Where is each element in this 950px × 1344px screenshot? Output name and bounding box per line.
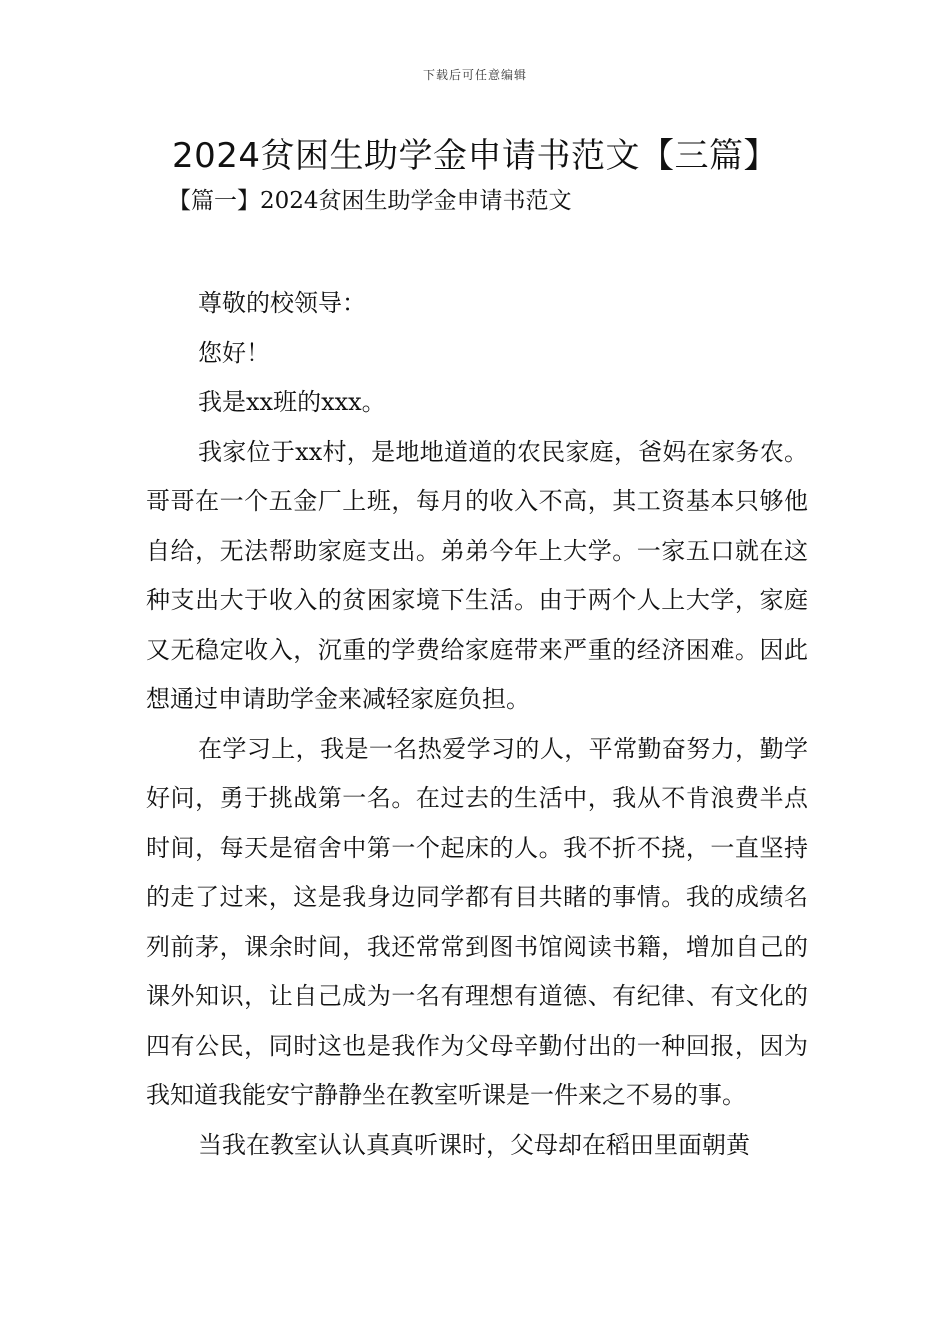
header-note: 下载后可任意编辑	[422, 68, 527, 82]
greeting: 您好！	[198, 338, 270, 367]
parents-paragraph: 当我在教室认认真真听课时，父母却在稻田里面朝黄	[198, 1130, 750, 1159]
document-title: 2024贫困生助学金申请书范文【三篇】	[171, 136, 779, 176]
self-introduction: 我是xx班的xxx。	[198, 388, 386, 416]
letter-body	[146, 279, 808, 1170]
family-situation-paragraph: 我家位于xx村，是地地道道的农民家庭，爸妈在家务农。哥哥在一个五金厂上班，每月的收入不高，其工资基本只够他自给，无法帮助家庭支出。弟弟今年上大学。一家五口就在这种支出大于收入的贫困家境下生活。由于两个人上大学，家庭又无稳定收入，沉重的学费给家庭带来严重的经济困难。因此想通过申请助学金来减轻家庭负担。	[146, 437, 808, 713]
salutation: 尊敬的校领导：	[198, 289, 366, 317]
study-paragraph: 在学习上，我是一名热爱学习的人，平常勤奋努力，勤学好问，勇于挑战第一名。在过去的生活中，我从不肯浪费半点时间，每天是宿舍中第一个起床的人。我不折不挠，一直坚持的走了过来，这是我身边同学都有目共睹的事情。我的成绩名列前茅，课余时间，我还常常到图书馆阅读书籍，增加自己的课外知识，让自己成为一名有理想有道德、有纪律、有文化的四有公民，同时这也是我作为父母辛勤付出的一种回报，因为我知道我能安宁静静坐在教室听课是一件来之不易的事。	[146, 734, 808, 1109]
section-heading: 【篇一】2024贫困生助学金申请书范文	[168, 188, 572, 214]
